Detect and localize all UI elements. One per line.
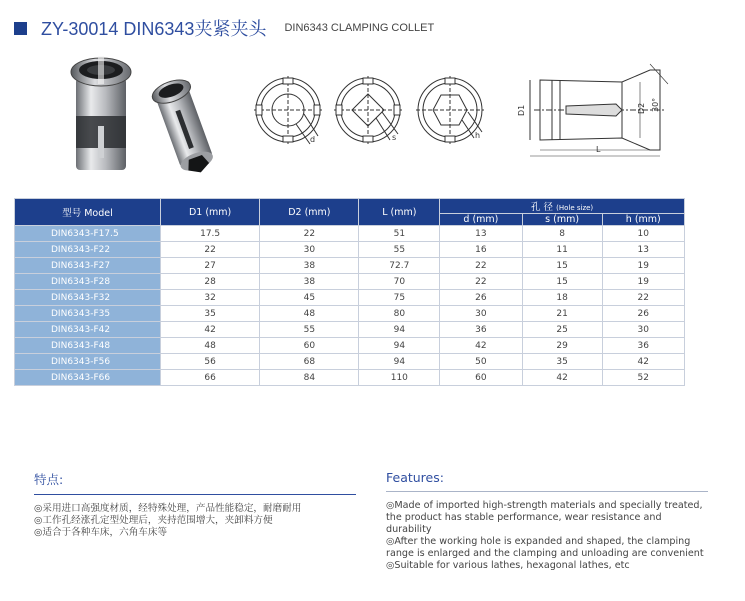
cell-d1: 32 — [161, 290, 260, 306]
cell-h: 10 — [602, 226, 684, 242]
cell-d2: 38 — [260, 258, 359, 274]
cell-h: 19 — [602, 274, 684, 290]
cell-s: 15 — [522, 258, 602, 274]
cell-d: 26 — [440, 290, 522, 306]
spec-table-body — [15, 226, 685, 386]
cell-model: DIN6343-F66 — [15, 370, 161, 386]
cell-d2: 48 — [260, 306, 359, 322]
table-row — [15, 306, 685, 322]
round-hole-view — [254, 76, 322, 144]
cell-d2: 30 — [260, 242, 359, 258]
cell-model: DIN6343-F32 — [15, 290, 161, 306]
header-hole-size-zh: 孔 径 — [531, 202, 554, 213]
list-item: ◎After the working hole is expanded and shaped, the clamping range is enlarged and the clamping and unloading are convenient — [386, 536, 704, 559]
features-en — [386, 470, 708, 572]
label-L: L — [596, 145, 601, 154]
cell-d: 50 — [440, 354, 522, 370]
cell-d2: 38 — [260, 274, 359, 290]
cell-l: 70 — [359, 274, 440, 290]
table-row — [15, 370, 685, 386]
cell-h: 13 — [602, 242, 684, 258]
cell-d2: 60 — [260, 338, 359, 354]
cell-d: 13 — [440, 226, 522, 242]
cell-d1: 22 — [161, 242, 260, 258]
cell-h: 36 — [602, 338, 684, 354]
header-h: h (mm) — [602, 214, 684, 226]
features-zh — [34, 470, 356, 539]
large-collet-icon — [71, 56, 131, 170]
cell-d1: 35 — [161, 306, 260, 322]
table-row — [15, 354, 685, 370]
cell-h: 19 — [602, 258, 684, 274]
cell-d: 60 — [440, 370, 522, 386]
cell-s: 15 — [522, 274, 602, 290]
list-item: ◎Made of imported high-strength materials and specially treated, the product has stable performance, wear resistance and durability — [386, 500, 703, 535]
cell-s: 21 — [522, 306, 602, 322]
label-D1: D1 — [517, 104, 526, 116]
cell-h: 30 — [602, 322, 684, 338]
cell-l: 110 — [359, 370, 440, 386]
cell-model: DIN6343-F35 — [15, 306, 161, 322]
cell-s: 11 — [522, 242, 602, 258]
cell-d: 30 — [440, 306, 522, 322]
table-row — [15, 274, 685, 290]
cell-d: 42 — [440, 338, 522, 354]
small-collet-icon — [149, 75, 219, 178]
label-angle: 30° — [651, 97, 660, 112]
label-s: s — [392, 133, 397, 142]
cell-model: DIN6343-F42 — [15, 322, 161, 338]
header-d: d (mm) — [440, 214, 522, 226]
list-item: ◎采用进口高强度材质，经特殊处理，产品性能稳定，耐磨耐用 — [34, 503, 302, 514]
page-header — [14, 14, 434, 42]
label-D2: D2 — [637, 102, 646, 114]
side-view — [530, 64, 668, 156]
list-item: ◎适合于各种车床，六角车床等 — [34, 527, 168, 538]
cell-h: 26 — [602, 306, 684, 322]
product-subtitle: DIN6343 CLAMPING COLLET — [284, 22, 435, 34]
cell-d1: 27 — [161, 258, 260, 274]
cell-d2: 55 — [260, 322, 359, 338]
cell-d: 16 — [440, 242, 522, 258]
cell-l: 55 — [359, 242, 440, 258]
cell-d2: 84 — [260, 370, 359, 386]
features-zh-title: 特点: — [34, 470, 356, 495]
cell-model: DIN6343-F28 — [15, 274, 161, 290]
cell-model: DIN6343-F22 — [15, 242, 161, 258]
hex-hole-view — [416, 76, 484, 144]
technical-drawings — [250, 60, 670, 160]
cell-d1: 17.5 — [161, 226, 260, 242]
cell-s: 35 — [522, 354, 602, 370]
cell-d1: 42 — [161, 322, 260, 338]
cell-model: DIN6343-F17.5 — [15, 226, 161, 242]
cell-d2: 68 — [260, 354, 359, 370]
cell-h: 22 — [602, 290, 684, 306]
cell-d: 22 — [440, 258, 522, 274]
cell-s: 18 — [522, 290, 602, 306]
cell-l: 75 — [359, 290, 440, 306]
header-model: 型号 Model — [15, 199, 161, 226]
table-row — [15, 226, 685, 242]
cell-l: 51 — [359, 226, 440, 242]
table-row — [15, 322, 685, 338]
cell-h: 52 — [602, 370, 684, 386]
cell-d1: 66 — [161, 370, 260, 386]
title-square-icon — [14, 22, 27, 35]
features-zh-list — [34, 503, 356, 539]
header-hole-size-en: (Hole size) — [556, 204, 594, 212]
cell-d1: 48 — [161, 338, 260, 354]
header-hole-size — [440, 199, 685, 214]
cell-l: 80 — [359, 306, 440, 322]
cell-d1: 28 — [161, 274, 260, 290]
features-en-list — [386, 500, 708, 572]
cell-d: 36 — [440, 322, 522, 338]
cell-model: DIN6343-F56 — [15, 354, 161, 370]
cell-d1: 56 — [161, 354, 260, 370]
cell-l: 94 — [359, 354, 440, 370]
table-row — [15, 258, 685, 274]
table-row — [15, 290, 685, 306]
cell-d2: 45 — [260, 290, 359, 306]
cell-s: 42 — [522, 370, 602, 386]
spec-table — [14, 198, 685, 386]
header-d1: D1 (mm) — [161, 199, 260, 226]
cell-l: 94 — [359, 338, 440, 354]
table-row — [15, 338, 685, 354]
product-title: ZY-30014 DIN6343夹紧夹头 — [41, 19, 267, 39]
list-item: ◎Suitable for various lathes, hexagonal lathes, etc — [386, 560, 630, 571]
cell-s: 8 — [522, 226, 602, 242]
cell-model: DIN6343-F27 — [15, 258, 161, 274]
cell-model: DIN6343-F48 — [15, 338, 161, 354]
list-item: ◎工作孔经涨孔定型处理后，夹持范围增大，夹卸料方便 — [34, 515, 273, 526]
header-s: s (mm) — [522, 214, 602, 226]
cell-h: 42 — [602, 354, 684, 370]
header-d2: D2 (mm) — [260, 199, 359, 226]
features-en-title: Features: — [386, 470, 708, 492]
cell-d2: 22 — [260, 226, 359, 242]
collet-photo — [60, 48, 235, 178]
header-l: L (mm) — [359, 199, 440, 226]
cell-s: 29 — [522, 338, 602, 354]
label-h: h — [475, 131, 481, 140]
cell-l: 72.7 — [359, 258, 440, 274]
cell-l: 94 — [359, 322, 440, 338]
label-d: d — [310, 135, 316, 144]
cell-s: 25 — [522, 322, 602, 338]
table-row — [15, 242, 685, 258]
cell-d: 22 — [440, 274, 522, 290]
